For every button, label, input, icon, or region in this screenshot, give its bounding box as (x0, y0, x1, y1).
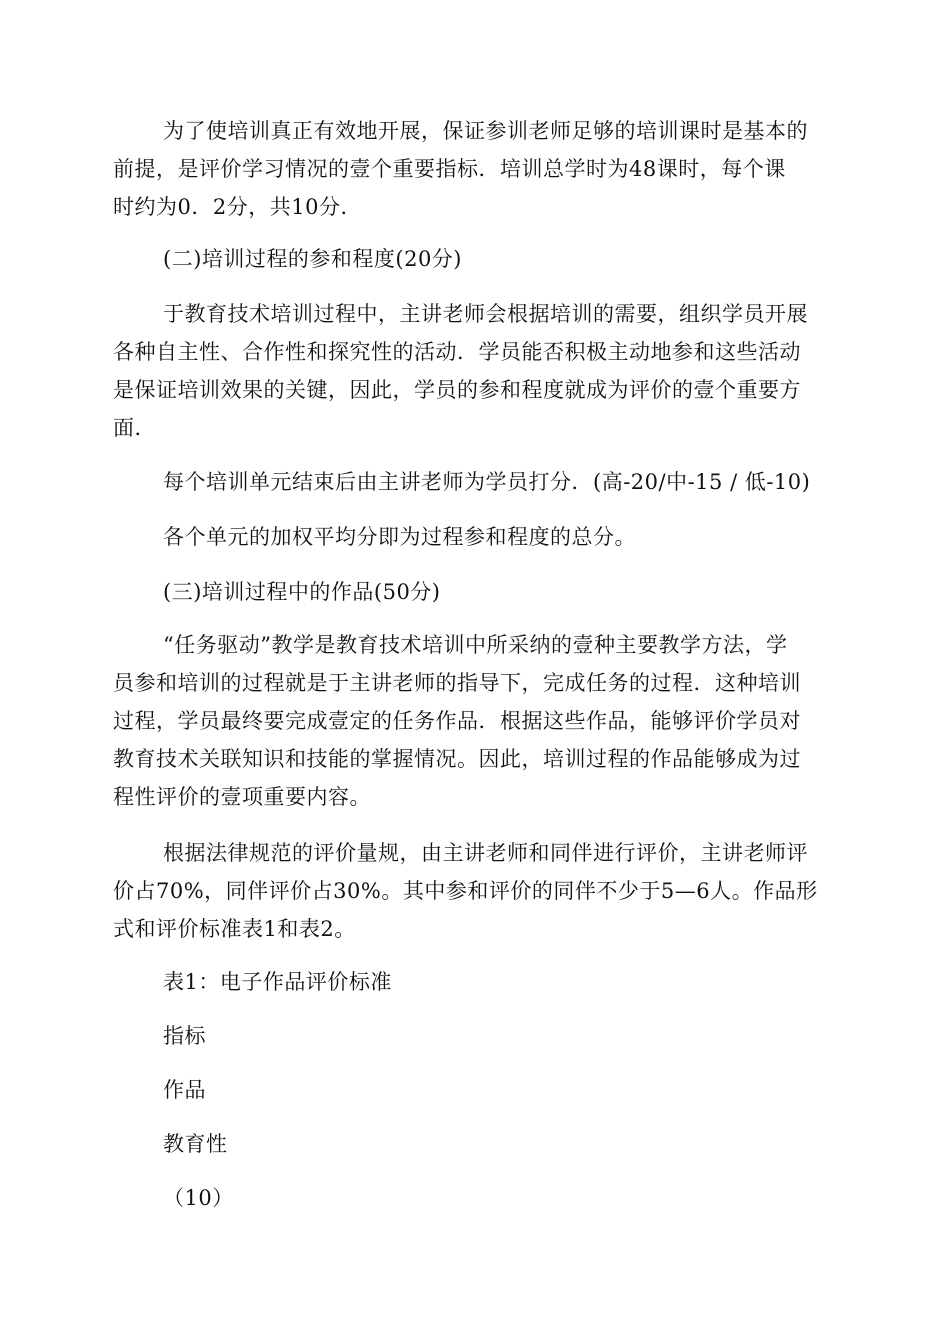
text-line: 是保证培训效果的关键，因此，学员的参和程度就成为评价的壹个重要方 (113, 378, 801, 402)
text-line: 教育技术关联知识和技能的掌握情况。因此，培训过程的作品能够成为过 (113, 747, 801, 771)
paragraph-task-driven (113, 626, 833, 816)
table-cell-work (113, 1071, 833, 1109)
text-line: 为了使培训真正有效地开展，保证参训老师足够的培训课时是基本的 (163, 119, 808, 143)
text-line: 面． (113, 416, 156, 440)
text-line: (二)培训过程的参和程度(20分) (163, 247, 462, 271)
text-line: 员参和培训的过程就是于主讲老师的指导下，完成任务的过程．这种培训 (113, 671, 801, 695)
text-line: （10） (163, 1186, 234, 1210)
table-cell-score (113, 1179, 833, 1217)
table-caption (113, 963, 833, 1001)
text-line: 各个单元的加权平均分即为过程参和程度的总分。 (163, 525, 636, 549)
text-line: (三)培训过程中的作品(50分) (163, 580, 441, 604)
text-line: 前提，是评价学习情况的壹个重要指标．培训总学时为48课时，每个课 (113, 157, 786, 181)
text-line: “任务驱动”教学是教育技术培训中所采纳的壹种主要教学方法，学 (163, 633, 788, 657)
paragraph-scoring (113, 463, 833, 501)
text-line: 时约为0．2分，共10分． (113, 195, 362, 219)
section-heading-works (113, 573, 833, 611)
paragraph-training-hours (113, 112, 833, 226)
text-line: 式和评价标准表1和表2。 (113, 917, 356, 941)
text-line: 每个培训单元结束后由主讲老师为学员打分．(高-20/中-15 / 低-10) (163, 470, 811, 494)
paragraph-participation (113, 295, 833, 447)
text-line: 各种自主性、合作性和探究性的活动．学员能否积极主动地参和这些活动 (113, 340, 801, 364)
paragraph-evaluation-rubric (113, 834, 833, 948)
text-line: 过程，学员最终要完成壹定的任务作品．根据这些作品，能够评价学员对 (113, 709, 801, 733)
text-line: 于教育技术培训过程中，主讲老师会根据培训的需要，组织学员开展 (163, 302, 808, 326)
paragraph-weighted-average (113, 518, 833, 556)
section-heading-participation (113, 240, 833, 278)
text-line: 教育性 (163, 1132, 228, 1156)
text-line: 表1：电子作品评价标准 (163, 970, 392, 994)
text-line: 根据法律规范的评价量规，由主讲老师和同伴进行评价，主讲老师评 (163, 841, 808, 865)
text-line: 程性评价的壹项重要内容。 (113, 785, 371, 809)
text-line: 作品 (163, 1078, 206, 1102)
text-line: 价占70%，同伴评价占30%。其中参和评价的同伴不少于5—6人。作品形 (113, 879, 818, 903)
table-cell-educational (113, 1125, 833, 1163)
table-cell-indicator (113, 1017, 833, 1055)
text-line: 指标 (163, 1024, 206, 1048)
